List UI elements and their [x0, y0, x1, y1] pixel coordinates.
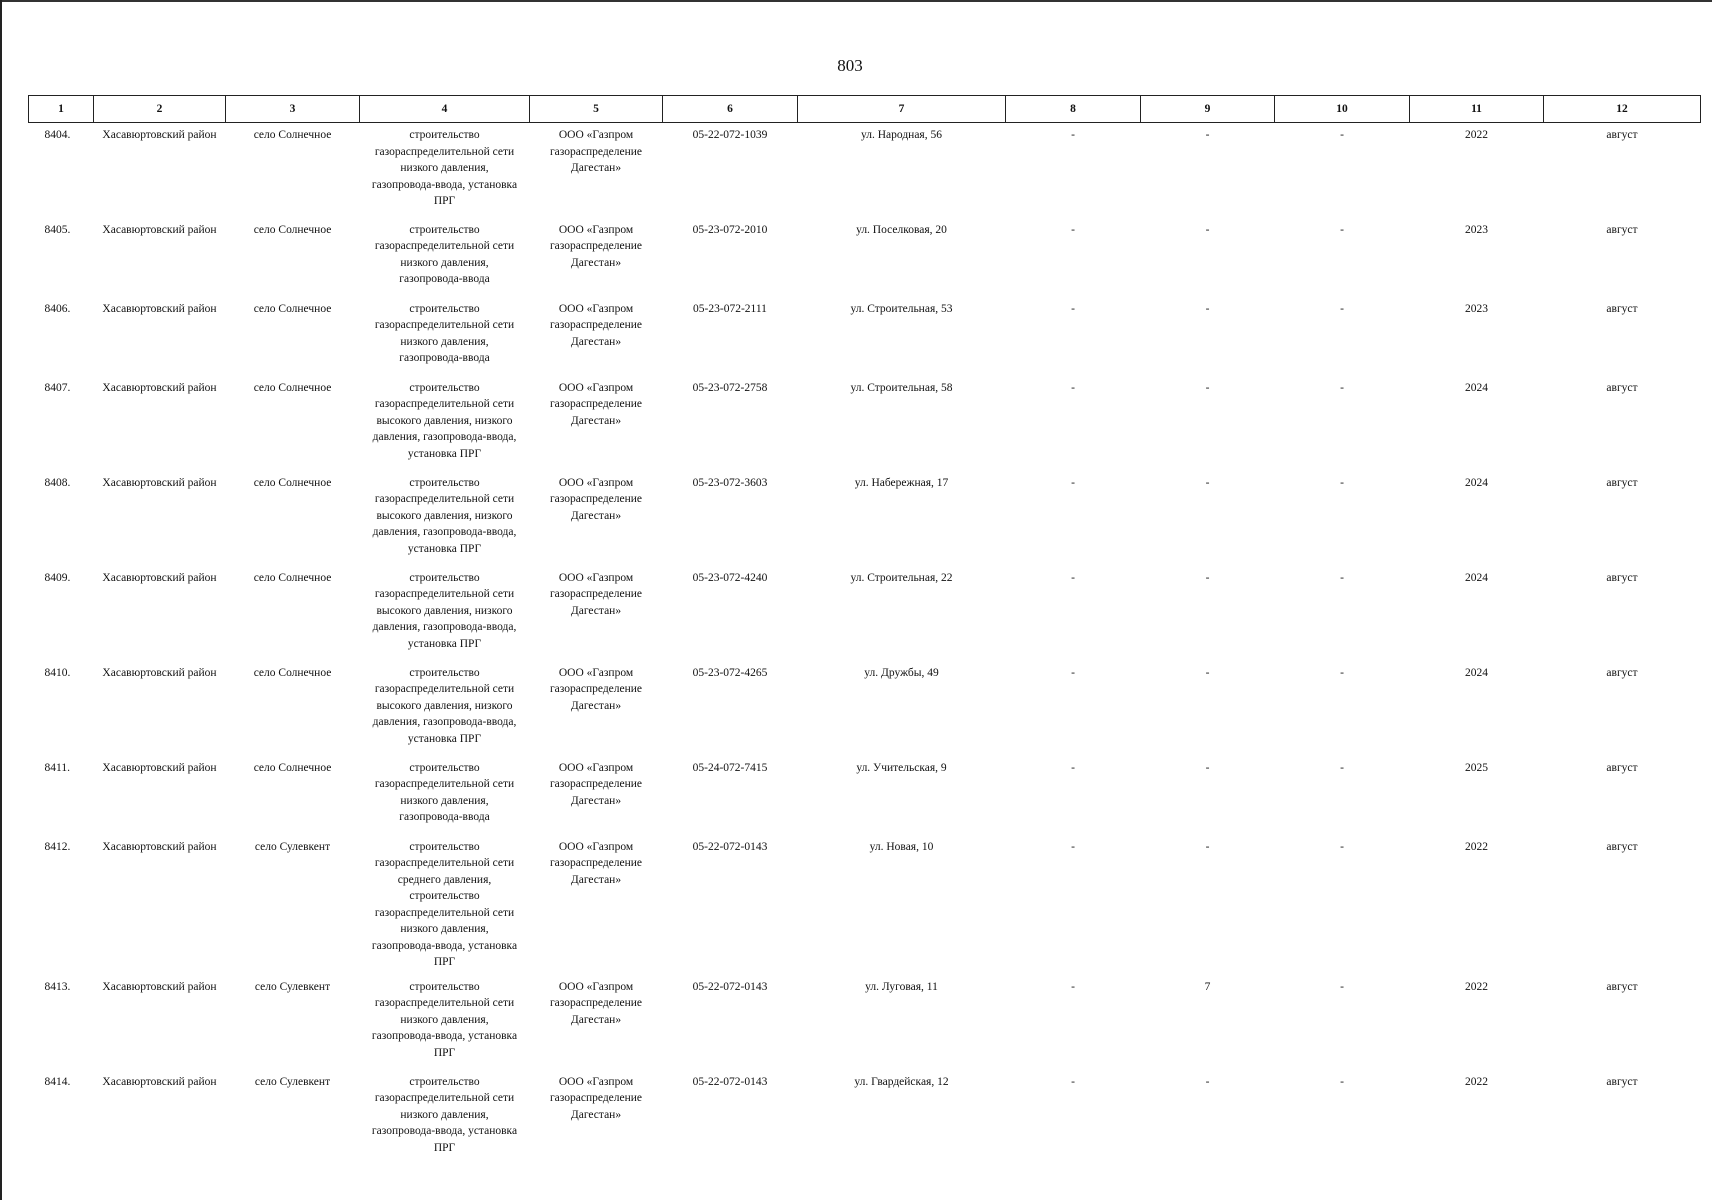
village-cell: село Солнечное	[253, 476, 332, 489]
table-row	[29, 661, 1701, 756]
village-cell: село Сулевкент	[254, 840, 331, 853]
month-cell: август	[1606, 980, 1638, 993]
code-cell: 05-23-072-2758	[692, 381, 768, 394]
address-cell: ул. Гвардейская, 12	[854, 1075, 949, 1088]
column-8-cell: -	[1071, 666, 1075, 679]
organization-cell: ООО «Газпром газораспределение Дагестан»	[549, 666, 643, 712]
column-header-11: 11	[1410, 96, 1544, 123]
code-cell: 05-23-072-4265	[692, 666, 768, 679]
row-number: 8410.	[44, 666, 71, 679]
column-header-7: 7	[798, 96, 1006, 123]
district-cell: Хасавюртовский район	[102, 571, 217, 584]
column-header-3: 3	[226, 96, 360, 123]
column-header-4: 4	[360, 96, 530, 123]
column-8-cell: -	[1071, 980, 1075, 993]
code-cell: 05-22-072-0143	[692, 1075, 768, 1088]
work-description-cell: строительство газораспределительной сети низкого давления, газопровода-ввода	[374, 302, 515, 364]
organization-cell: ООО «Газпром газораспределение Дагестан»	[549, 840, 643, 886]
month-cell: август	[1606, 476, 1638, 489]
row-number: 8413.	[44, 980, 71, 993]
table-row	[29, 123, 1701, 218]
column-9-cell: -	[1205, 666, 1210, 679]
address-cell: ул. Учительская, 9	[856, 761, 947, 774]
year-cell: 2025	[1465, 761, 1488, 774]
column-header-10: 10	[1275, 96, 1410, 123]
column-9-cell: -	[1205, 1075, 1210, 1088]
month-cell: август	[1606, 302, 1638, 315]
column-header-2: 2	[94, 96, 226, 123]
district-cell: Хасавюртовский район	[102, 761, 217, 774]
work-description-cell: строительство газораспределительной сети низкого давления, газопровода-ввода, установка ПРГ	[371, 980, 518, 1059]
month-cell: август	[1606, 666, 1638, 679]
organization-cell: ООО «Газпром газораспределение Дагестан»	[549, 980, 643, 1026]
column-8-cell: -	[1071, 129, 1075, 141]
work-description-cell: строительство газораспределительной сети низкого давления, газопровода-ввода, установка ПРГ	[371, 1075, 518, 1154]
table-row	[29, 376, 1701, 471]
column-10-cell: -	[1340, 381, 1344, 394]
table-row	[29, 975, 1701, 1070]
code-cell: 05-24-072-7415	[692, 761, 768, 774]
table-row	[29, 471, 1701, 566]
organization-cell: ООО «Газпром газораспределение Дагестан»	[549, 129, 643, 174]
column-8-cell: -	[1071, 302, 1075, 315]
row-number: 8404.	[44, 129, 71, 141]
table-row	[29, 566, 1701, 661]
address-cell: ул. Дружбы, 49	[864, 666, 939, 679]
row-number: 8408.	[44, 476, 71, 489]
column-9-cell: -	[1205, 571, 1210, 584]
row-number: 8411.	[44, 761, 70, 774]
organization-cell: ООО «Газпром газораспределение Дагестан»	[549, 761, 643, 807]
district-cell: Хасавюртовский район	[102, 840, 217, 853]
village-cell: село Солнечное	[253, 571, 332, 584]
village-cell: село Солнечное	[253, 302, 332, 315]
code-cell: 05-22-072-0143	[692, 840, 768, 853]
table-row	[29, 218, 1701, 297]
village-cell: село Солнечное	[253, 129, 332, 141]
row-number: 8405.	[44, 223, 71, 236]
column-10-cell: -	[1340, 571, 1344, 584]
work-description-cell: строительство газораспределительной сети среднего давления, строительство газораспределительной сети низкого давления, газопровода-ввода, установка ПРГ	[371, 840, 518, 968]
village-cell: село Сулевкент	[254, 1075, 331, 1088]
year-cell: 2024	[1465, 571, 1488, 584]
code-cell: 05-23-072-3603	[692, 476, 768, 489]
address-cell: ул. Набережная, 17	[854, 476, 949, 489]
district-cell: Хасавюртовский район	[102, 129, 217, 141]
page-top-edge	[0, 0, 1712, 2]
column-8-cell: -	[1071, 381, 1075, 394]
column-header-1: 1	[29, 96, 94, 123]
column-8-cell: -	[1071, 840, 1075, 853]
month-cell: август	[1606, 571, 1638, 584]
code-cell: 05-23-072-2111	[693, 302, 767, 315]
row-number: 8406.	[44, 302, 71, 315]
village-cell: село Солнечное	[253, 761, 332, 774]
organization-cell: ООО «Газпром газораспределение Дагестан»	[549, 571, 643, 617]
year-cell: 2022	[1465, 1075, 1488, 1088]
work-description-cell: строительство газораспределительной сети высокого давления, низкого давления, газопровода-ввода, установка ПРГ	[372, 571, 517, 650]
code-cell: 05-23-072-2010	[692, 223, 768, 236]
row-number: 8409.	[44, 571, 71, 584]
column-9-cell: 7	[1204, 980, 1211, 993]
district-cell: Хасавюртовский район	[102, 302, 217, 315]
work-description-cell: строительство газораспределительной сети низкого давления, газопровода-ввода	[374, 223, 515, 285]
district-cell: Хасавюртовский район	[102, 381, 217, 394]
village-cell: село Солнечное	[253, 666, 332, 679]
column-10-cell: -	[1340, 666, 1344, 679]
column-8-cell: -	[1071, 571, 1075, 584]
year-cell: 2023	[1465, 223, 1488, 236]
year-cell: 2024	[1465, 381, 1488, 394]
column-10-cell: -	[1340, 476, 1344, 489]
column-9-cell: -	[1205, 761, 1210, 774]
column-8-cell: -	[1071, 1075, 1075, 1088]
year-cell: 2024	[1465, 476, 1488, 489]
column-header-8: 8	[1006, 96, 1141, 123]
row-number: 8412.	[44, 840, 71, 853]
column-header-12: 12	[1544, 96, 1701, 123]
district-cell: Хасавюртовский район	[102, 1075, 217, 1088]
column-header-6: 6	[663, 96, 798, 123]
column-8-cell: -	[1071, 761, 1075, 774]
month-cell: август	[1606, 129, 1638, 141]
district-cell: Хасавюртовский район	[102, 980, 217, 993]
row-number: 8414.	[44, 1075, 71, 1088]
column-10-cell: -	[1340, 980, 1344, 993]
table-row	[29, 756, 1701, 835]
district-cell: Хасавюртовский район	[102, 666, 217, 679]
page-left-edge	[0, 0, 2, 1200]
column-8-cell: -	[1071, 223, 1075, 236]
work-description-cell: строительство газораспределительной сети высокого давления, низкого давления, газопровода-ввода, установка ПРГ	[372, 666, 517, 745]
address-cell: ул. Поселковая, 20	[856, 223, 947, 236]
work-description-cell: строительство газораспределительной сети высокого давления, низкого давления, газопровода-ввода, установка ПРГ	[372, 381, 517, 460]
register-table	[28, 95, 1701, 1170]
table-row	[29, 297, 1701, 376]
organization-cell: ООО «Газпром газораспределение Дагестан»	[549, 1075, 643, 1121]
organization-cell: ООО «Газпром газораспределение Дагестан»	[549, 223, 643, 269]
month-cell: август	[1606, 840, 1638, 853]
address-cell: ул. Народная, 56	[861, 129, 942, 141]
work-description-cell: строительство газораспределительной сети низкого давления, газопровода-ввода	[374, 761, 515, 823]
column-9-cell: -	[1205, 223, 1210, 236]
organization-cell: ООО «Газпром газораспределение Дагестан»	[549, 302, 643, 348]
work-description-cell: строительство газораспределительной сети высокого давления, низкого давления, газопровода-ввода, установка ПРГ	[372, 476, 517, 555]
village-cell: село Сулевкент	[254, 980, 331, 993]
address-cell: ул. Строительная, 22	[850, 571, 953, 584]
column-10-cell: -	[1340, 223, 1344, 236]
year-cell: 2022	[1465, 129, 1488, 141]
address-cell: ул. Строительная, 58	[850, 381, 953, 394]
district-cell: Хасавюртовский район	[102, 476, 217, 489]
year-cell: 2023	[1465, 302, 1488, 315]
column-9-cell: -	[1205, 302, 1210, 315]
code-cell: 05-23-072-4240	[692, 571, 768, 584]
table-row	[29, 835, 1701, 975]
code-cell: 05-22-072-0143	[692, 980, 768, 993]
column-9-cell: -	[1205, 840, 1210, 853]
month-cell: август	[1606, 761, 1638, 774]
column-header-5: 5	[530, 96, 663, 123]
organization-cell: ООО «Газпром газораспределение Дагестан»	[549, 476, 643, 522]
year-cell: 2022	[1465, 840, 1488, 853]
year-cell: 2022	[1465, 980, 1488, 993]
month-cell: август	[1606, 1075, 1638, 1088]
code-cell: 05-22-072-1039	[692, 129, 768, 141]
address-cell: ул. Луговая, 11	[865, 980, 938, 993]
row-number: 8407.	[44, 381, 71, 394]
column-8-cell: -	[1071, 476, 1075, 489]
organization-cell: ООО «Газпром газораспределение Дагестан»	[549, 381, 643, 427]
column-9-cell: -	[1205, 476, 1210, 489]
column-9-cell: -	[1205, 381, 1210, 394]
table-row	[29, 1070, 1701, 1170]
column-10-cell: -	[1340, 302, 1344, 315]
column-10-cell: -	[1340, 840, 1344, 853]
page-number: 803	[837, 56, 863, 75]
column-10-cell: -	[1340, 129, 1344, 141]
month-cell: август	[1606, 381, 1638, 394]
district-cell: Хасавюртовский район	[102, 223, 217, 236]
month-cell: август	[1606, 223, 1638, 236]
column-header-9: 9	[1141, 96, 1275, 123]
column-9-cell: -	[1205, 129, 1210, 141]
village-cell: село Солнечное	[253, 223, 332, 236]
address-cell: ул. Новая, 10	[869, 840, 934, 853]
address-cell: ул. Строительная, 53	[850, 302, 953, 315]
village-cell: село Солнечное	[253, 381, 332, 394]
column-10-cell: -	[1340, 1075, 1344, 1088]
header-row	[29, 96, 1701, 123]
work-description-cell: строительство газораспределительной сети низкого давления, газопровода-ввода, установка ПРГ	[371, 129, 518, 207]
year-cell: 2024	[1465, 666, 1488, 679]
column-10-cell: -	[1340, 761, 1344, 774]
